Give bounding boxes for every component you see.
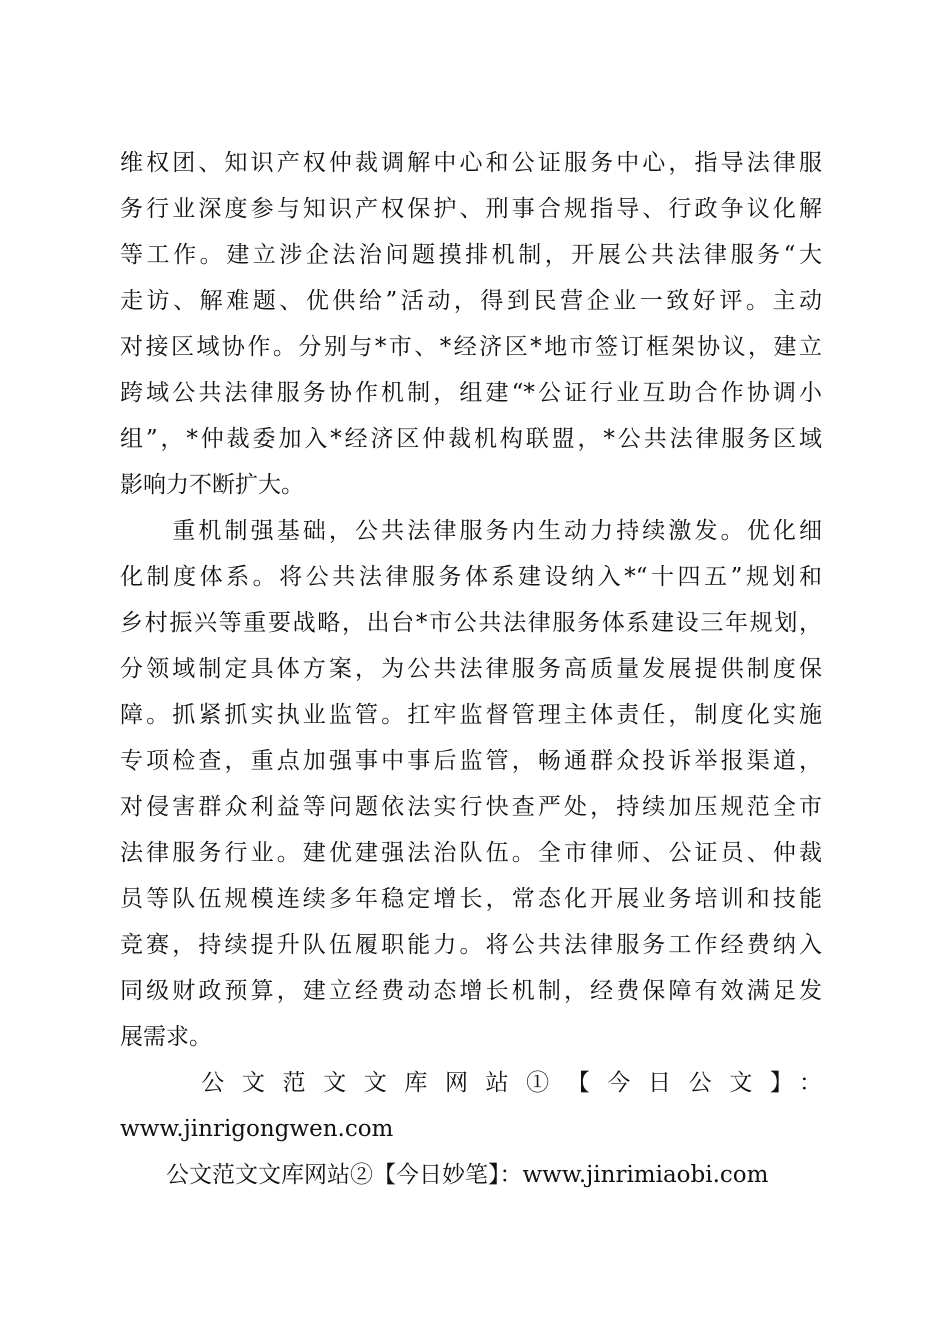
text-line: 竞赛，持续提升队伍履职能力。将公共法律服务工作经费纳入 — [120, 932, 822, 958]
text-line: 走访、解难题、优供给”活动，得到民营企业一致好评。主动 — [120, 288, 822, 314]
footer-link-2-text[interactable]: 公文范文文库网站②【今日妙笔】：www.jinrimiaobi.com — [120, 1162, 769, 1188]
text-line: 对侵害群众利益等问题依法实行快查严处，持续加压规范全市 — [120, 794, 822, 820]
document-body — [120, 140, 822, 1198]
text-line: 法律服务行业。建优建强法治队伍。全市律师、公证员、仲裁 — [120, 840, 822, 866]
text-line: 员等队伍规模连续多年稳定增长，常态化开展业务培训和技能 — [120, 886, 822, 912]
footer-link-1 — [120, 1060, 822, 1152]
text-line: 重机制强基础，公共法律服务内生动力持续激发。优化细 — [120, 518, 822, 544]
text-line: 专项检查，重点加强事中事后监管，畅通群众投诉举报渠道， — [120, 748, 822, 774]
text-line: 等工作。建立涉企法治问题摸排机制，开展公共法律服务“大 — [120, 242, 822, 268]
text-line: 影响力不断扩大。 — [120, 472, 304, 498]
text-line: 务行业深度参与知识产权保护、刑事合规指导、行政争议化解 — [120, 196, 822, 222]
text-line: 分领域制定具体方案，为公共法律服务高质量发展提供制度保 — [120, 656, 822, 682]
footer-link-1-url[interactable]: www.jinrigongwen.com — [120, 1116, 394, 1142]
paragraph-2 — [120, 508, 822, 1060]
text-line: 展需求。 — [120, 1024, 212, 1050]
footer-link-2 — [120, 1152, 822, 1198]
text-line: 障。抓紧抓实执业监管。扛牢监督管理主体责任，制度化实施 — [120, 702, 822, 728]
text-line: 同级财政预算，建立经费动态增长机制，经费保障有效满足发 — [120, 978, 822, 1004]
text-line: 乡村振兴等重要战略，出台*市公共法律服务体系建设三年规划， — [120, 610, 822, 636]
paragraph-1 — [120, 140, 822, 508]
text-line: 维权团、知识产权仲裁调解中心和公证服务中心，指导法律服 — [120, 150, 822, 176]
text-line: 组”，*仲裁委加入*经济区仲裁机构联盟，*公共法律服务区域 — [120, 426, 822, 452]
footer-link-1-label: 公文范文文库网站①【今日公文】： — [120, 1070, 822, 1096]
text-line: 跨域公共法律服务协作机制，组建“*公证行业互助合作协调小 — [120, 380, 822, 406]
text-line: 对接区域协作。分别与*市、*经济区*地市签订框架协议，建立 — [120, 334, 822, 360]
text-line: 化制度体系。将公共法律服务体系建设纳入*“十四五”规划和 — [120, 564, 822, 590]
